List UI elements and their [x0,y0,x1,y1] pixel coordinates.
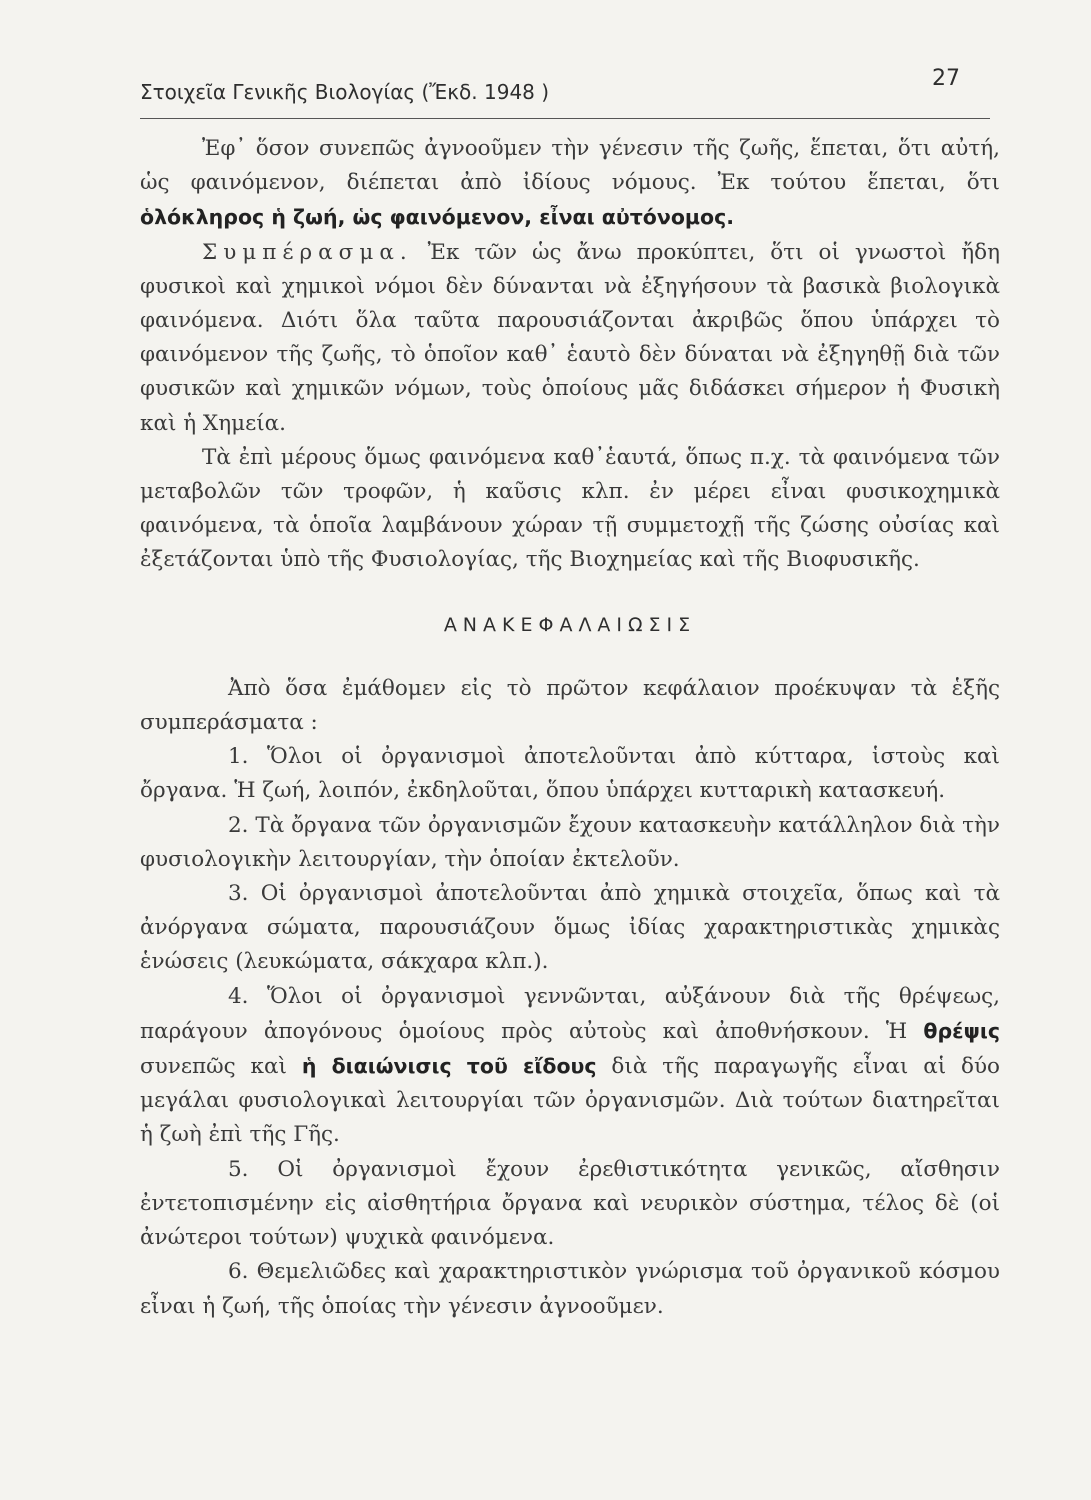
section-heading: ΑΝΑΚΕΦΑΛΑΙΩΣΙΣ [443,613,697,636]
summary-item-2: 2. Τὰ ὄργανα τῶν ὀργανισμῶν ἔχουν κατασκευὴν κατάλληλον διὰ τὴν φυσιολογικὴν λειτουργίαν, τὴν ὁποίαν ἐκτελοῦν. [140,812,1000,872]
paragraph [140,132,1000,236]
summary-item-1: 1. Ὅλοι οἱ ὀργανισμοὶ ἀποτελοῦνται ἀπὸ κύτταρα, ἱστοὺς καὶ ὄργανα. Ἡ ζωή, λοιπόν, ἐκδηλοῦται, ὅπου ὑπάρχει κυτταρικὴ κατασκευή. [140,744,1000,804]
bold-emphasis: θρέψις [923,1018,1000,1043]
page-number: 27 [932,66,960,91]
summary-item-4 [140,980,1000,1153]
bold-emphasis: ἡ διαιώνισις τοῦ εἴδους [301,1054,597,1079]
paragraph [140,236,1000,441]
summary-item-6: 6. Θεμελιῶδες καὶ χαρακτηριστικὸν γνώρισμα τοῦ ὀργανικοῦ κόσμου εἶναι ἡ ζωή, τῆς ὁποίας τὴν γένεσιν ἀγνοοῦμεν. [140,1259,1000,1319]
paragraph-text: Ἐκ τῶν ὡς ἄνω προκύπτει, ὅτι οἱ γνωστοὶ ἤδη φυσικοὶ καὶ χημικοὶ νόμοι δὲν δύνανται νὰ ἐξηγήσουν τὰ βασικὰ βιολογικὰ φαινόμενα. Διότι ὅλα ταῦτα παρουσιάζονται ἀκριβῶς ὅπου ὑπάρχει τὸ φαινόμενον τῆς ζωῆς, τὸ ὁποῖον καθ᾽ ἑαυτὸ δὲν δύναται νὰ ἐξηγηθῇ διὰ τῶν φυσικῶν καὶ χημικῶν νόμων, τοὺς ὁποίους μᾶς διδάσκει σήμερον ἡ Φυσικὴ καὶ ἡ Χημεία. [140,239,1000,436]
page-body [140,132,1000,1324]
page-header [140,62,990,119]
running-title: Στοιχεῖα Γενικῆς Βιολογίας (Ἔκδ. 1948 ) [140,80,550,104]
item-text: συνεπῶς καὶ [140,1054,302,1080]
paragraph-text: Ἐφ᾽ ὅσον συνεπῶς ἀγνοοῦμεν τὴν γένεσιν τῆς ζωῆς, ἕπεται, ὅτι αὐτή, ὡς φαινόμενον, διέπεται ἀπὸ ἰδίους νόμους. Ἐκ τούτου ἕπεται, ὅτι [140,136,1000,196]
summary-intro: Ἀπὸ ὅσα ἐμάθομεν εἰς τὸ πρῶτον κεφάλαιον προέκυψαν τὰ ἑξῆς συμπεράσματα : [140,675,1000,736]
summary-item-5: 5. Οἱ ὀργανισμοὶ ἔχουν ἐρεθιστικότητα γενικῶς, αἴσθησιν ἐντετοπισμένην εἰς αἰσθητήρια ὄργανα καὶ νευρικὸν σύστημα, τέλος δὲ (οἱ ἀνώτεροι τούτων) ψυχικὰ φαινόμενα. [140,1156,1000,1251]
summary-item-3: 3. Οἱ ὀργανισμοὶ ἀποτελοῦνται ἀπὸ χημικὰ στοιχεῖα, ὅπως καὶ τὰ ἀνόργανα σώματα, παρουσιάζουν ὅμως ἰδίας χαρακτηριστικὰς χημικὰς ἑνώσεις (λευκώματα, σάκχαρα κλπ.). [140,881,1000,975]
item-text: διὰ τῆς παραγωγῆς εἶναι αἱ δύο μεγάλαι φυσιολογικαὶ λειτουργίαι τῶν ὀργανισμῶν. Διὰ τούτων διατηρεῖται ἡ ζωὴ ἐπὶ τῆς Γῆς. [140,1054,1000,1148]
item-text: 4. Ὅλοι οἱ ὀργανισμοὶ γεννῶνται, αὐξάνουν διὰ τῆς θρέψεως, παράγουν ἀπογόνους ὁμοίους πρὸς αὐτοὺς καὶ ἀποθνήσκουν. Ἡ [140,983,1000,1044]
paragraph-text: Τὰ ἐπὶ μέρους ὅμως φαινόμενα καθ᾽ἑαυτά, ὅπως π.χ. τὰ φαινόμενα τῶν μεταβολῶν τῶν τροφῶν, ἡ καῦσις κλπ. ἐν μέρει εἶναι φυσικοχημικὰ φαινόμενα, τὰ ὁποῖα λαμβάνουν χώραν τῇ συμμετοχῇ τῆς ζώσης οὐσίας καὶ ἐξετάζονται ὑπὸ τῆς Φυσιολογίας, τῆς Βιοχημείας καὶ τῆς Βιοφυσικῆς. [140,444,1000,573]
bold-emphasis: ὁλόκληρος ἡ ζωή, ὡς φαινόμενον, εἶναι αὐτόνομος. [140,205,735,230]
spaced-lead-word: Συμπέρασμα. [202,239,413,265]
paragraph [140,441,1000,578]
